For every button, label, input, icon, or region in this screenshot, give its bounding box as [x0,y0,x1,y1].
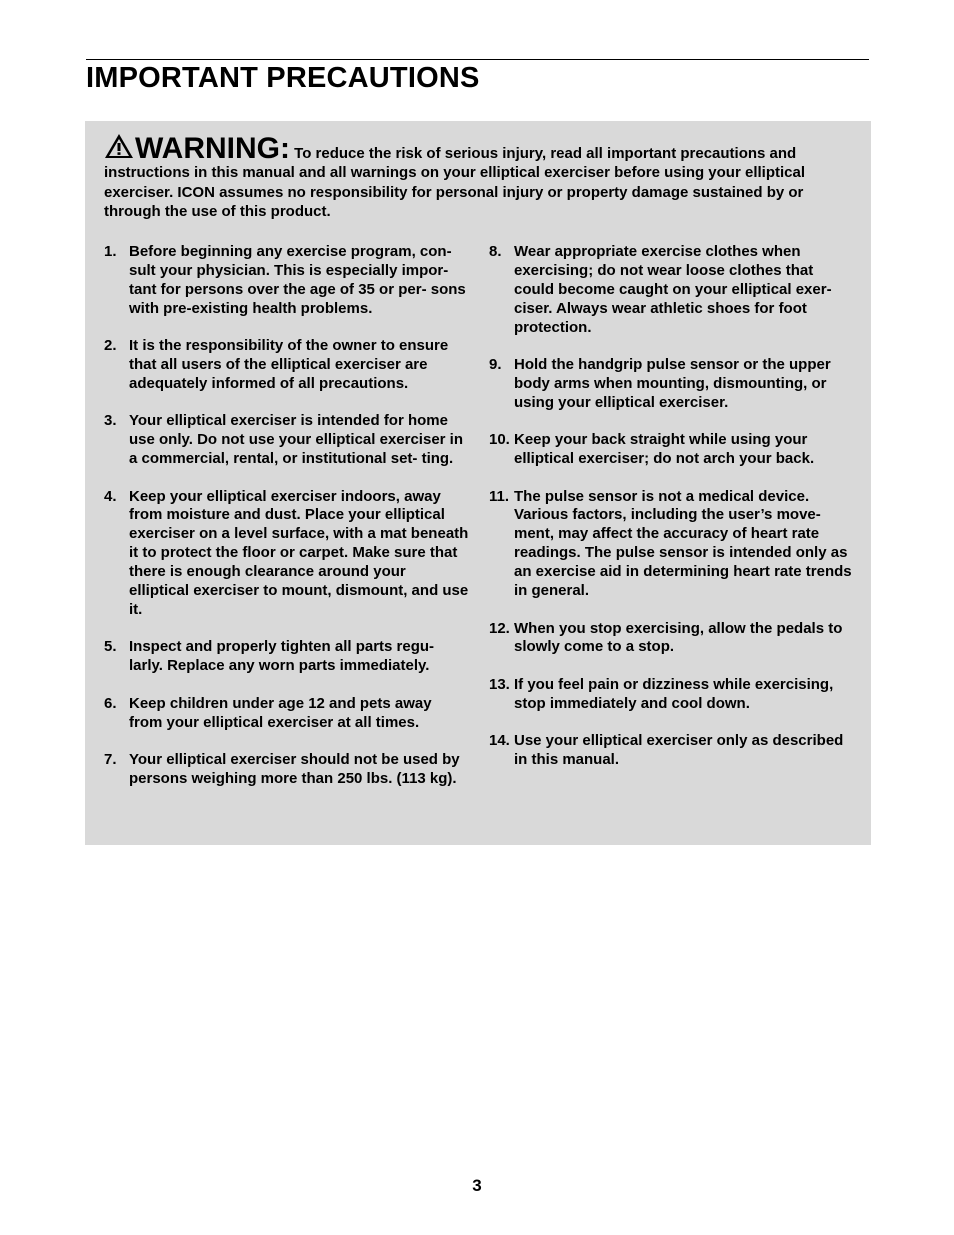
precaution-number: 8. [489,243,502,260]
precaution-number: 6. [104,694,117,712]
precaution-item [489,676,854,714]
page-title: IMPORTANT PRECAUTIONS [86,62,480,94]
precaution-item [489,243,854,338]
precaution-number: 5. [104,638,117,656]
precaution-item [104,243,469,319]
precaution-item [104,751,469,789]
precaution-item [104,695,469,733]
precaution-number: 4. [104,487,117,505]
precaution-text: Your elliptical exerciser should not be used by persons weighing more than 250 lbs. (113 kg). [129,751,460,787]
precaution-item [489,620,854,658]
precaution-item [104,337,469,394]
precaution-text: Keep your elliptical exerciser indoors, away from moisture and dust. Place your elliptical exerciser on a level surface, with a mat beneath it to protect the floor or carpet. Make sure that there is enough clearance around your elliptical exerciser to mount, dismount, and use it. [129,487,469,618]
precaution-number: 9. [489,356,502,374]
precaution-item [489,732,854,770]
warning-body: To reduce the risk of serious injury, read all important precautions and instructions in this manual and all warnings on your elliptical exerciser before using your elliptical exerciser. ICON assumes no responsibility for personal injury or property damage sustained by or through the use of this product. [104,145,806,220]
precaution-number: 14. [489,732,510,750]
precautions-right-column [489,243,854,788]
precaution-number: 12. [489,619,510,637]
precaution-number: 10. [489,431,510,449]
precautions-left-column [104,243,469,807]
precaution-number: 7. [104,751,117,769]
precaution-number: 3. [104,412,117,430]
page-number: 3 [472,1176,482,1195]
precaution-item [489,431,854,469]
precaution-text: The pulse sensor is not a medical device. Various factors, including the user’s move- ment, may affect the accuracy of heart rate readings. The pulse sensor is intended only as an exercise aid in determining heart rate trends in general. [514,487,852,600]
precaution-text: It is the responsibility of the owner to ensure that all users of the elliptical exerciser are adequately informed of all precautions. [129,337,449,392]
precaution-item [489,488,854,601]
precaution-text: Inspect and properly tighten all parts regu- larly. Replace any worn parts immediately. [129,638,435,675]
warning-label: WARNING: [135,132,290,165]
precaution-number: 11. [489,487,510,505]
precaution-text: Keep your back straight while using your elliptical exerciser; do not arch your back. [514,431,815,468]
top-rule [86,59,869,60]
precaution-text: Your elliptical exerciser is intended for home use only. Do not use your elliptical exerciser in a commercial, rental, or institutional set- ting. [129,412,463,468]
precaution-number: 2. [104,337,117,355]
precaution-text: Wear appropriate exercise clothes when exercising; do not wear loose clothes that could become caught on your elliptical exer- ciser. Always wear athletic shoes for foot protection. [514,243,832,336]
warning-paragraph [104,133,846,221]
warning-triangle-icon [104,133,134,159]
precaution-number: 13. [489,675,510,693]
precaution-item [104,488,469,620]
precaution-text: Before beginning any exercise program, con- sult your physician. This is especially impor- tant for persons over the age of 35 or per- sons with pre-existing health problems. [129,243,466,317]
precaution-text: Keep children under age 12 and pets away from your elliptical exerciser at all times. [129,694,432,731]
precaution-text: If you feel pain or dizziness while exercising, stop immediately and cool down. [514,675,834,712]
warning-box [85,121,871,845]
precaution-item [104,638,469,676]
precaution-text: Hold the handgrip pulse sensor or the upper body arms when mounting, dismounting, or using your elliptical exerciser. [514,356,831,411]
precaution-item [104,412,469,469]
precaution-item [489,356,854,413]
precaution-text: Use your elliptical exerciser only as described in this manual. [514,732,844,769]
precaution-number: 1. [104,243,117,260]
precaution-text: When you stop exercising, allow the pedals to slowly come to a stop. [514,619,843,656]
